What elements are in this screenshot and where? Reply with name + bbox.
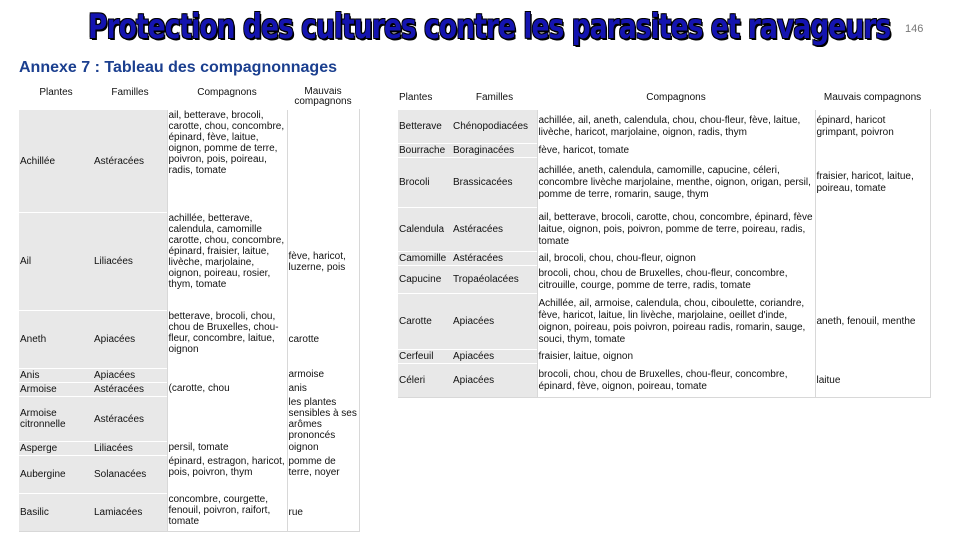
companion-table-left [19, 87, 360, 532]
mauvais-cell [815, 208, 930, 252]
mauvais-cell: laitue [815, 364, 930, 398]
famille-cell: Apiacées [452, 364, 537, 398]
table-row [398, 144, 930, 158]
table-row [398, 294, 930, 350]
table-row [398, 158, 930, 208]
plante-cell: Céleri [398, 364, 452, 398]
plante-cell: Asperge [19, 442, 93, 456]
header-mauvais-compagnons: Mauvais compagnons [815, 87, 930, 110]
famille-cell: Astéracées [93, 110, 167, 213]
famille-cell: Solanacées [93, 456, 167, 494]
famille-cell: Lamiacées [93, 494, 167, 532]
table-row [398, 208, 930, 252]
famille-cell: Apiacées [452, 294, 537, 350]
famille-cell: Apiacées [452, 350, 537, 364]
compagnons-cell: fraisier, laitue, oignon [537, 350, 815, 364]
header-familles: Familles [93, 87, 167, 110]
header-compagnons: Compagnons [167, 87, 287, 110]
compagnons-cell: ail, betterave, brocoli, carotte, chou, concombre, épinard, fève, laitue, oignon, pomme de terre, poivron, pois, poireau, radis, tomate [167, 110, 287, 213]
compagnons-cell: betterave, brocoli, chou, chou de Bruxelles, chou-fleur, concombre, laitue, oignon [167, 311, 287, 369]
compagnons-cell: Achillée, ail, armoise, calendula, chou, ciboulette, coriandre, fève, haricot, laitue, lin livèche, marjolaine, oeillet d'inde, oignon, poireau, pois poivron, poireau radis, romarin, sauge, souci, thym, tomate [537, 294, 815, 350]
mauvais-cell [815, 252, 930, 266]
mauvais-cell: épinard, haricot grimpant, poivron [815, 110, 930, 144]
companion-table-right [398, 87, 931, 398]
mauvais-cell: carotte [287, 311, 359, 369]
table-row [19, 397, 359, 442]
mauvais-cell: aneth, fenouil, menthe [815, 294, 930, 350]
header-familles: Familles [452, 87, 537, 110]
table-row [398, 364, 930, 398]
table-row [19, 369, 359, 383]
header-plantes: Plantes [19, 87, 93, 110]
compagnons-cell: achillée, betterave, calendula, camomille carotte, chou, concombre, épinard, fraisier, laitue, livèche, marjolaine, oignon, poireau, rosier, thym, tomate [167, 213, 287, 311]
compagnons-cell: concombre, courgette, fenouil, poivron, raifort, tomate [167, 494, 287, 532]
compagnons-cell [167, 369, 287, 383]
table-row [398, 350, 930, 364]
compagnons-cell: achillée, aneth, calendula, camomille, capucine, céleri, concombre livèche marjolaine, menthe, oignon, origan, persil, pomme de terre, romarin, sauge, thym [537, 158, 815, 208]
compagnons-cell: achillée, ail, aneth, calendula, chou, chou-fleur, fève, laitue, livèche, haricot, marjolaine, oignon, radis, thym [537, 110, 815, 144]
compagnons-cell: ail, brocoli, chou, chou-fleur, oignon [537, 252, 815, 266]
famille-cell: Astéracées [452, 252, 537, 266]
compagnons-cell: ail, betterave, brocoli, carotte, chou, concombre, épinard, fève laitue, oignon, pois, poivron, pomme de terre, poireau, radis, tomate [537, 208, 815, 252]
famille-cell: Brassicacées [452, 158, 537, 208]
mauvais-cell: fraisier, haricot, laitue, poireau, tomate [815, 158, 930, 208]
plante-cell: Bourrache [398, 144, 452, 158]
plante-cell: Calendula [398, 208, 452, 252]
plante-cell: Anis [19, 369, 93, 383]
famille-cell: Astéracées [93, 383, 167, 397]
mauvais-cell: oignon [287, 442, 359, 456]
plante-cell: Camomille [398, 252, 452, 266]
compagnons-cell [167, 397, 287, 442]
famille-cell: Tropaéolacées [452, 266, 537, 294]
mauvais-cell: pomme de terre, noyer [287, 456, 359, 494]
mauvais-cell: rue [287, 494, 359, 532]
mauvais-cell [815, 144, 930, 158]
plante-cell: Aubergine [19, 456, 93, 494]
table-header-row [19, 87, 359, 110]
mauvais-cell [815, 350, 930, 364]
compagnons-cell: brocoli, chou, chou de Bruxelles, chou-fleur, concombre, épinard, fève, oignon, poireau, tomate [537, 364, 815, 398]
table-row [398, 266, 930, 294]
plante-cell: Betterave [398, 110, 452, 144]
famille-cell: Liliacées [93, 213, 167, 311]
mauvais-cell: les plantes sensibles à ses arômes prononcés [287, 397, 359, 442]
compagnons-cell: (carotte, chou [167, 383, 287, 397]
plante-cell: Armoise [19, 383, 93, 397]
header-plantes: Plantes [398, 87, 452, 110]
table-row [19, 383, 359, 397]
mauvais-cell [815, 266, 930, 294]
famille-cell: Boraginacées [452, 144, 537, 158]
famille-cell: Apiacées [93, 311, 167, 369]
plante-cell: Achillée [19, 110, 93, 213]
compagnons-cell: persil, tomate [167, 442, 287, 456]
table-row [19, 456, 359, 494]
famille-cell: Chénopodiacées [452, 110, 537, 144]
famille-cell: Astéracées [452, 208, 537, 252]
plante-cell: Cerfeuil [398, 350, 452, 364]
header-compagnons: Compagnons [537, 87, 815, 110]
compagnons-cell: fève, haricot, tomate [537, 144, 815, 158]
table-row [19, 110, 359, 213]
famille-cell: Apiacées [93, 369, 167, 383]
mauvais-cell [287, 110, 359, 213]
plante-cell: Ail [19, 213, 93, 311]
plante-cell: Carotte [398, 294, 452, 350]
mauvais-cell: fève, haricot, luzerne, pois [287, 213, 359, 311]
plante-cell: Brocoli [398, 158, 452, 208]
plante-cell: Armoise citronnelle [19, 397, 93, 442]
annex-subtitle: Annexe 7 : Tableau des compagnonnages [19, 59, 337, 76]
table-header-row [398, 87, 930, 110]
header-mauvais-compagnons: Mauvais compagnons [287, 87, 359, 110]
table-row [19, 311, 359, 369]
famille-cell: Liliacées [93, 442, 167, 456]
table-row [398, 110, 930, 144]
famille-cell: Astéracées [93, 397, 167, 442]
plante-cell: Capucine [398, 266, 452, 294]
table-row [398, 252, 930, 266]
compagnons-cell: brocoli, chou, chou de Bruxelles, chou-fleur, concombre, citrouille, courge, pomme de terre, radis, tomate [537, 266, 815, 294]
page-title: Protection des cultures contre les parasites et ravageurs [88, 7, 891, 47]
mauvais-cell: anis [287, 383, 359, 397]
plante-cell: Aneth [19, 311, 93, 369]
mauvais-cell: armoise [287, 369, 359, 383]
page-number: 146 [905, 23, 924, 35]
table-row [19, 442, 359, 456]
compagnons-cell: épinard, estragon, haricot, pois, poivron, thym [167, 456, 287, 494]
plante-cell: Basilic [19, 494, 93, 532]
table-row [19, 213, 359, 311]
table-row [19, 494, 359, 532]
